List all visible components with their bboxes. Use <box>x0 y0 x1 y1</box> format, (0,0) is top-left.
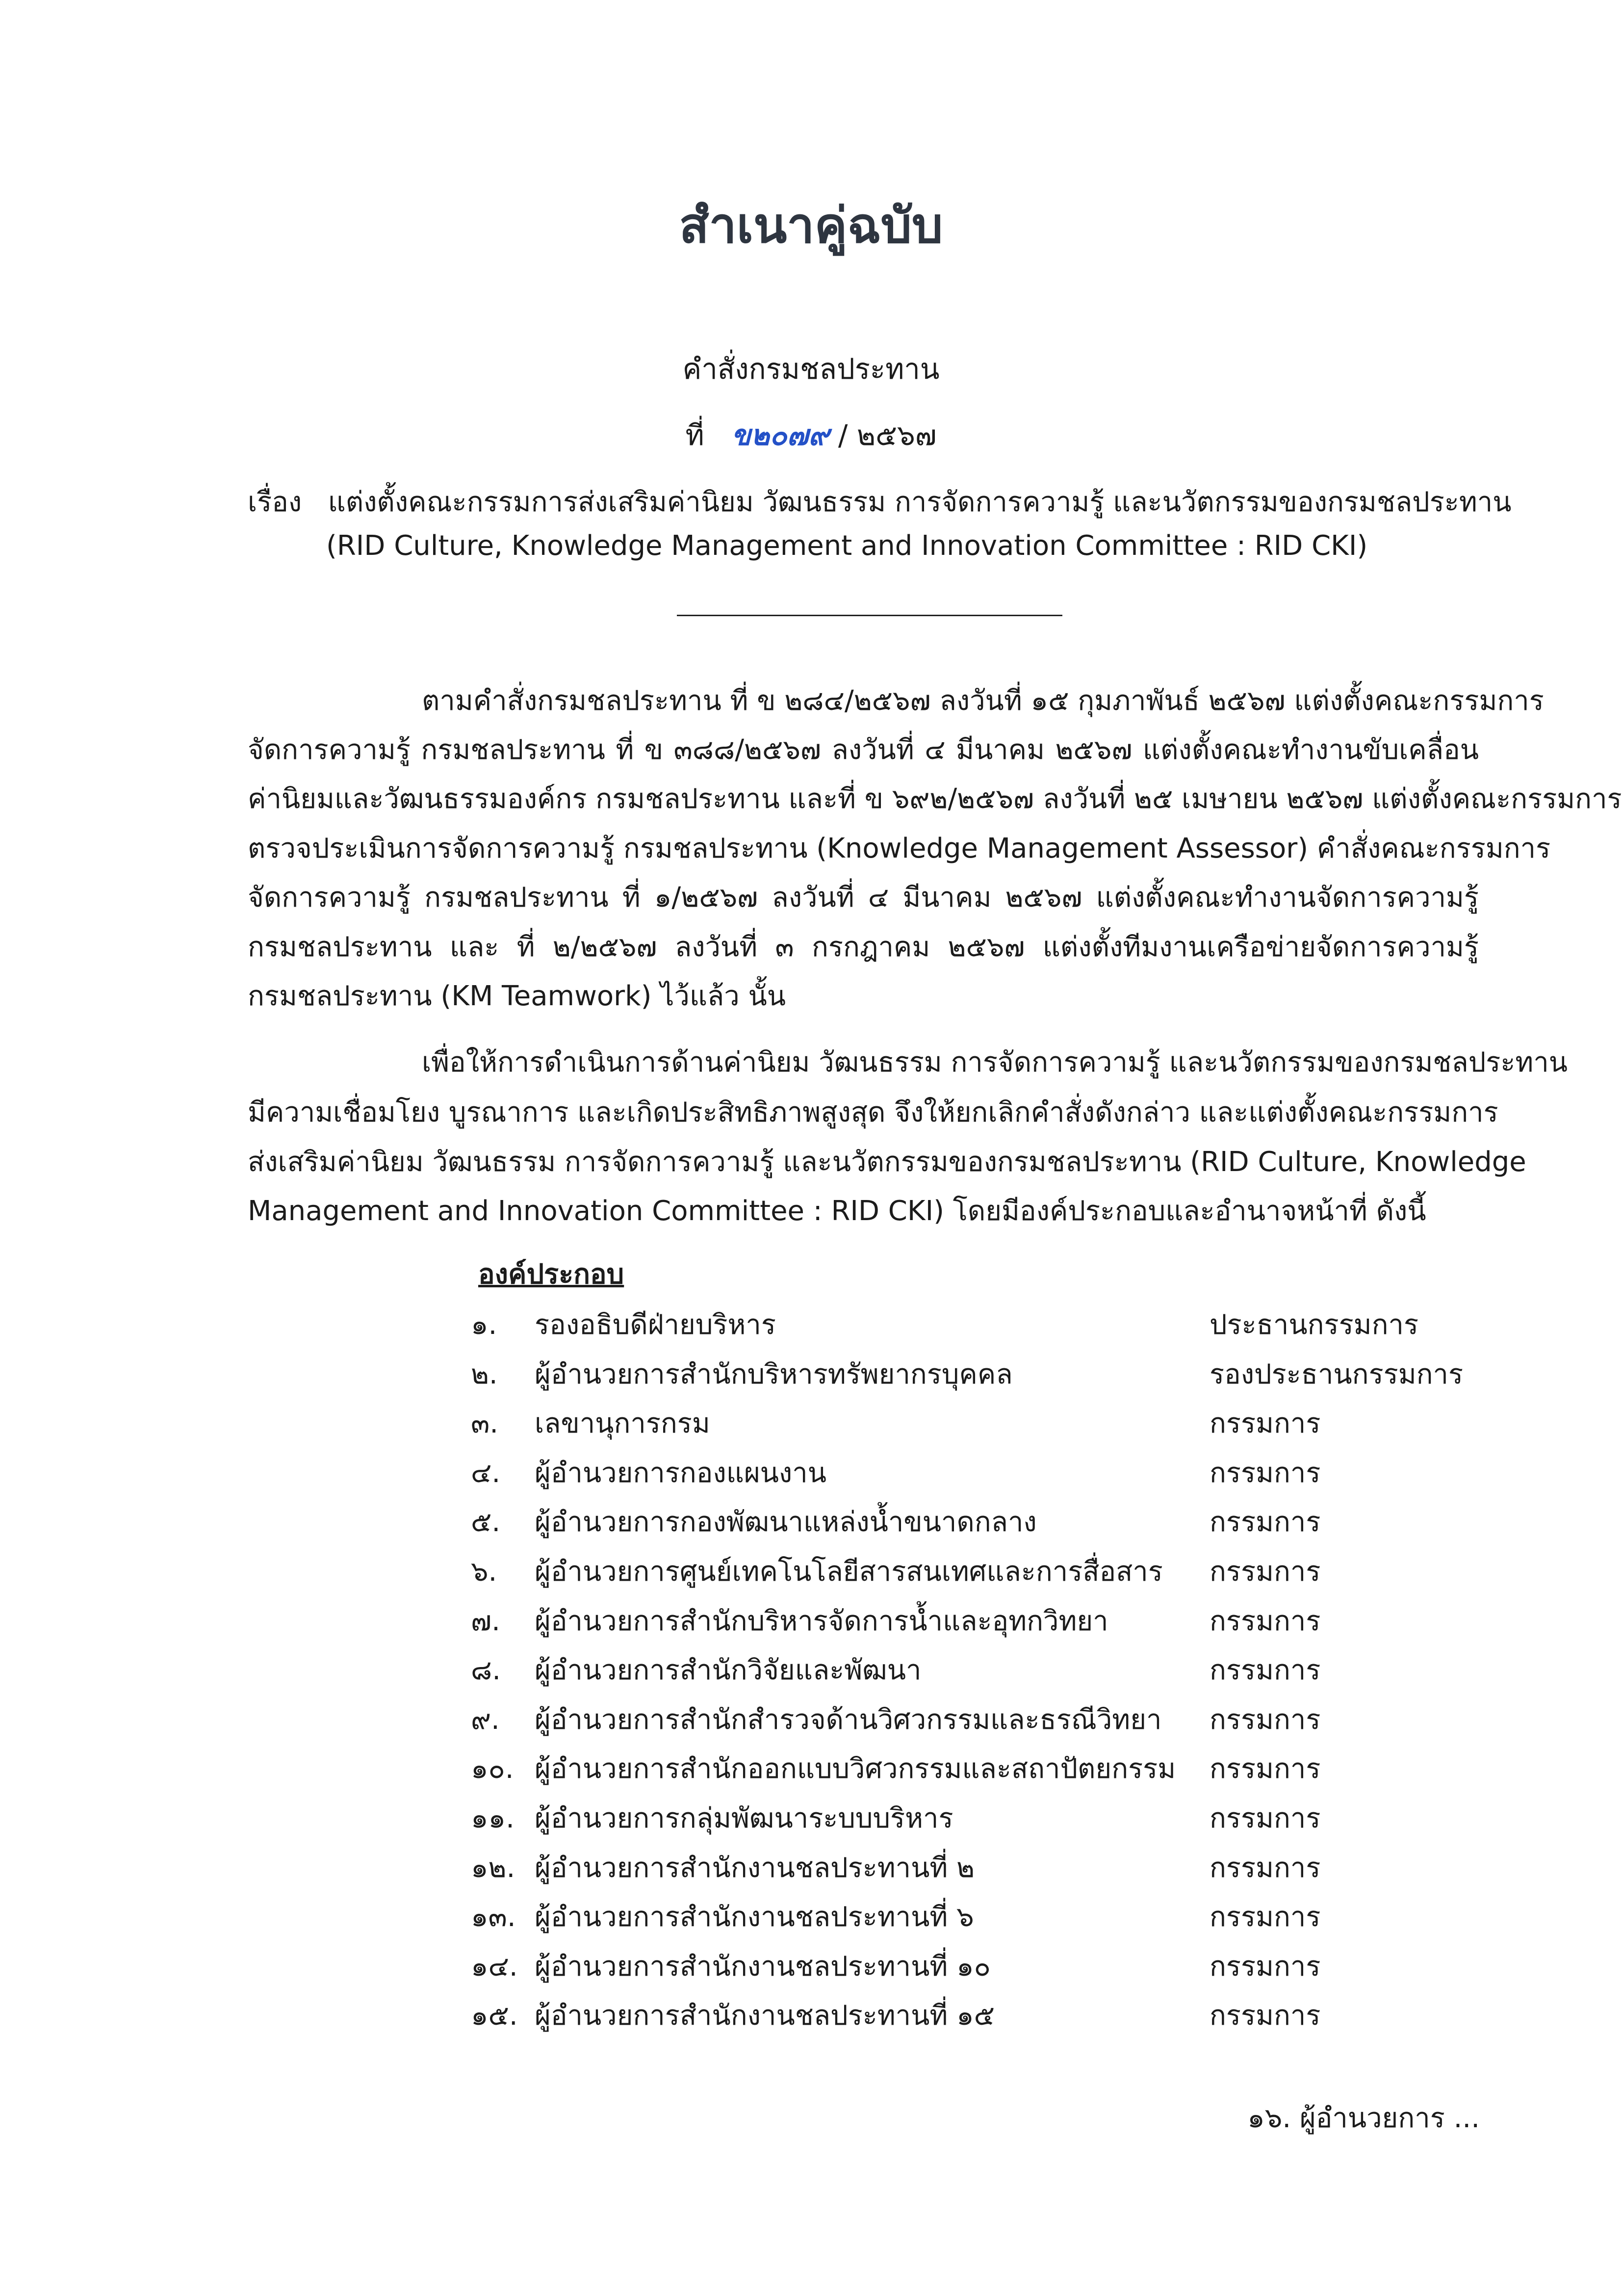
member-num: ๔. <box>471 1457 501 1489</box>
member-name: ผู้อำนวยการศูนย์เทคโนโลยีสารสนเทศและการสื่อสาร <box>535 1556 1163 1588</box>
paragraph1-line: กรมชลประทาน และ ที่ ๒/๒๕๖๗ ลงวันที่ ๓ กรกฎาคม ๒๕๖๗ แต่งตั้งทีมงานเครือข่ายจัดการความรู้ <box>248 931 1479 963</box>
member-name: ผู้อำนวยการสำนักงานชลประทานที่ ๑๕ <box>535 2000 995 2032</box>
paragraph1-line: ตรวจประเมินการจัดการความรู้ กรมชลประทาน (Knowledge Management Assessor) คำสั่งคณะกรรมการ <box>248 833 1551 864</box>
member-name: ผู้อำนวยการกลุ่มพัฒนาระบบบริหาร <box>535 1802 953 1834</box>
member-role: กรรมการ <box>1210 1506 1321 1539</box>
member-role: ประธานกรรมการ <box>1210 1309 1419 1341</box>
number-label: ที่ <box>685 418 704 452</box>
member-role: กรรมการ <box>1210 1457 1321 1489</box>
member-name: ผู้อำนวยการสำนักออกแบบวิศวกรรมและสถาปัตยกรรม <box>535 1753 1176 1785</box>
order-issuer: คำสั่งกรมชลประทาน <box>682 352 940 386</box>
paragraph1-line: กรมชลประทาน (KM Teamwork) ไว้แล้ว นั้น <box>248 980 786 1012</box>
member-role: กรรมการ <box>1210 1703 1321 1736</box>
member-name: ผู้อำนวยการสำนักงานชลประทานที่ ๖ <box>535 1901 974 1933</box>
paragraph1-line: ค่านิยมและวัฒนธรรมองค์กร กรมชลประทาน และที่ ข ๖๙๒/๒๕๖๗ ลงวันที่ ๒๕ เมษายน ๒๕๖๗ แต่งตั้งคณะกรรมการ <box>248 783 1622 815</box>
member-role: กรรมการ <box>1210 1605 1321 1637</box>
paragraph1-line: จัดการความรู้ กรมชลประทาน ที่ ๑/๒๕๖๗ ลงวันที่ ๔ มีนาคม ๒๕๖๗ แต่งตั้งคณะทำงานจัดการความรู้ <box>248 882 1479 913</box>
continuation-text: ๑๖. ผู้อำนวยการ ... <box>1247 2102 1480 2134</box>
member-role: กรรมการ <box>1210 1753 1321 1785</box>
handwritten-number: ข๒๐๗๙ <box>731 418 829 452</box>
number-year: / ๒๕๖๗ <box>838 418 937 452</box>
member-role: กรรมการ <box>1210 1654 1321 1687</box>
member-num: ๑๓. <box>471 1901 516 1933</box>
member-role: กรรมการ <box>1210 1408 1321 1440</box>
member-num: ๖. <box>471 1556 497 1588</box>
member-name: ผู้อำนวยการสำนักงานชลประทานที่ ๑๐ <box>535 1950 991 1983</box>
member-num: ๗. <box>471 1605 500 1637</box>
member-role: กรรมการ <box>1210 2000 1321 2032</box>
paragraph1-line: จัดการความรู้ กรมชลประทาน ที่ ข ๓๘๘/๒๕๖๗ ลงวันที่ ๔ มีนาคม ๒๕๖๗ แต่งตั้งคณะทำงานขับเคลื่อน <box>248 734 1479 766</box>
member-num: ๑๒. <box>471 1852 515 1884</box>
member-name: ผู้อำนวยการสำนักวิจัยและพัฒนา <box>535 1654 922 1687</box>
paragraph2-line: ส่งเสริมค่านิยม วัฒนธรรม การจัดการความรู้ และนวัตกรรมของกรมชลประทาน (RID Culture, Knowledge <box>248 1146 1526 1178</box>
member-name: ผู้อำนวยการสำนักสำรวจด้านวิศวกรรมและธรณีวิทยา <box>535 1703 1162 1736</box>
subject-label: เรื่อง <box>248 486 302 518</box>
member-name: รองอธิบดีฝ่ายบริหาร <box>535 1309 776 1341</box>
member-name: ผู้อำนวยการสำนักบริหารจัดการน้ำและอุทกวิทยา <box>535 1605 1108 1637</box>
order-number <box>0 412 1622 458</box>
member-name: ผู้อำนวยการกองแผนงาน <box>535 1457 826 1489</box>
paragraph2-line: มีความเชื่อมโยง บูรณาการ และเกิดประสิทธิภาพสูงสุด จึงให้ยกเลิกคำสั่งดังกล่าว และแต่งตั้งคณะกรรมการ <box>248 1096 1498 1128</box>
member-num: ๑๕. <box>471 2000 518 2032</box>
member-num: ๒. <box>471 1358 498 1390</box>
member-role: กรรมการ <box>1210 1802 1321 1834</box>
paragraph2-line: Management and Innovation Committee : RID CKI) โดยมีองค์ประกอบและอำนาจหน้าที่ ดังนี้ <box>248 1195 1426 1227</box>
subject-line-2: (RID Culture, Knowledge Management and Innovation Committee : RID CKI) <box>326 530 1368 562</box>
member-num: ๑๔. <box>471 1950 518 1983</box>
member-role: กรรมการ <box>1210 1950 1321 1983</box>
member-num: ๑. <box>471 1309 497 1341</box>
member-num: ๕. <box>471 1506 501 1539</box>
member-num: ๑๐. <box>471 1753 514 1785</box>
member-name: ผู้อำนวยการสำนักบริหารทรัพยากรบุคคล <box>535 1358 1013 1390</box>
member-role: กรรมการ <box>1210 1852 1321 1884</box>
member-name: เลขานุการกรม <box>535 1408 710 1440</box>
member-name: ผู้อำนวยการกองพัฒนาแหล่งน้ำขนาดกลาง <box>535 1506 1037 1539</box>
composition-heading: องค์ประกอบ <box>478 1258 624 1290</box>
member-role: กรรมการ <box>1210 1556 1321 1588</box>
member-role: รองประธานกรรมการ <box>1210 1358 1464 1390</box>
member-num: ๑๑. <box>471 1802 515 1834</box>
paragraph1-line: ตามคำสั่งกรมชลประทาน ที่ ข ๒๘๔/๒๕๖๗ ลงวันที่ ๑๕ กุมภาพันธ์ ๒๕๖๗ แต่งตั้งคณะกรรมการ <box>422 685 1544 717</box>
separator-rule <box>677 615 1062 616</box>
subject-line-1: แต่งตั้งคณะกรรมการส่งเสริมค่านิยม วัฒนธรรม การจัดการความรู้ และนวัตกรรมของกรมชลประทาน <box>328 486 1512 518</box>
member-name: ผู้อำนวยการสำนักงานชลประทานที่ ๒ <box>535 1852 975 1884</box>
member-role: กรรมการ <box>1210 1901 1321 1933</box>
member-num: ๘. <box>471 1654 501 1687</box>
document-title: สำเนาคู่ฉบับ <box>679 197 943 254</box>
subject <box>248 480 1512 523</box>
paragraph2-line: เพื่อให้การดำเนินการด้านค่านิยม วัฒนธรรม การจัดการความรู้ และนวัตกรรมของกรมชลประทาน <box>422 1046 1568 1078</box>
member-num: ๓. <box>471 1408 499 1440</box>
member-num: ๙. <box>471 1703 500 1736</box>
